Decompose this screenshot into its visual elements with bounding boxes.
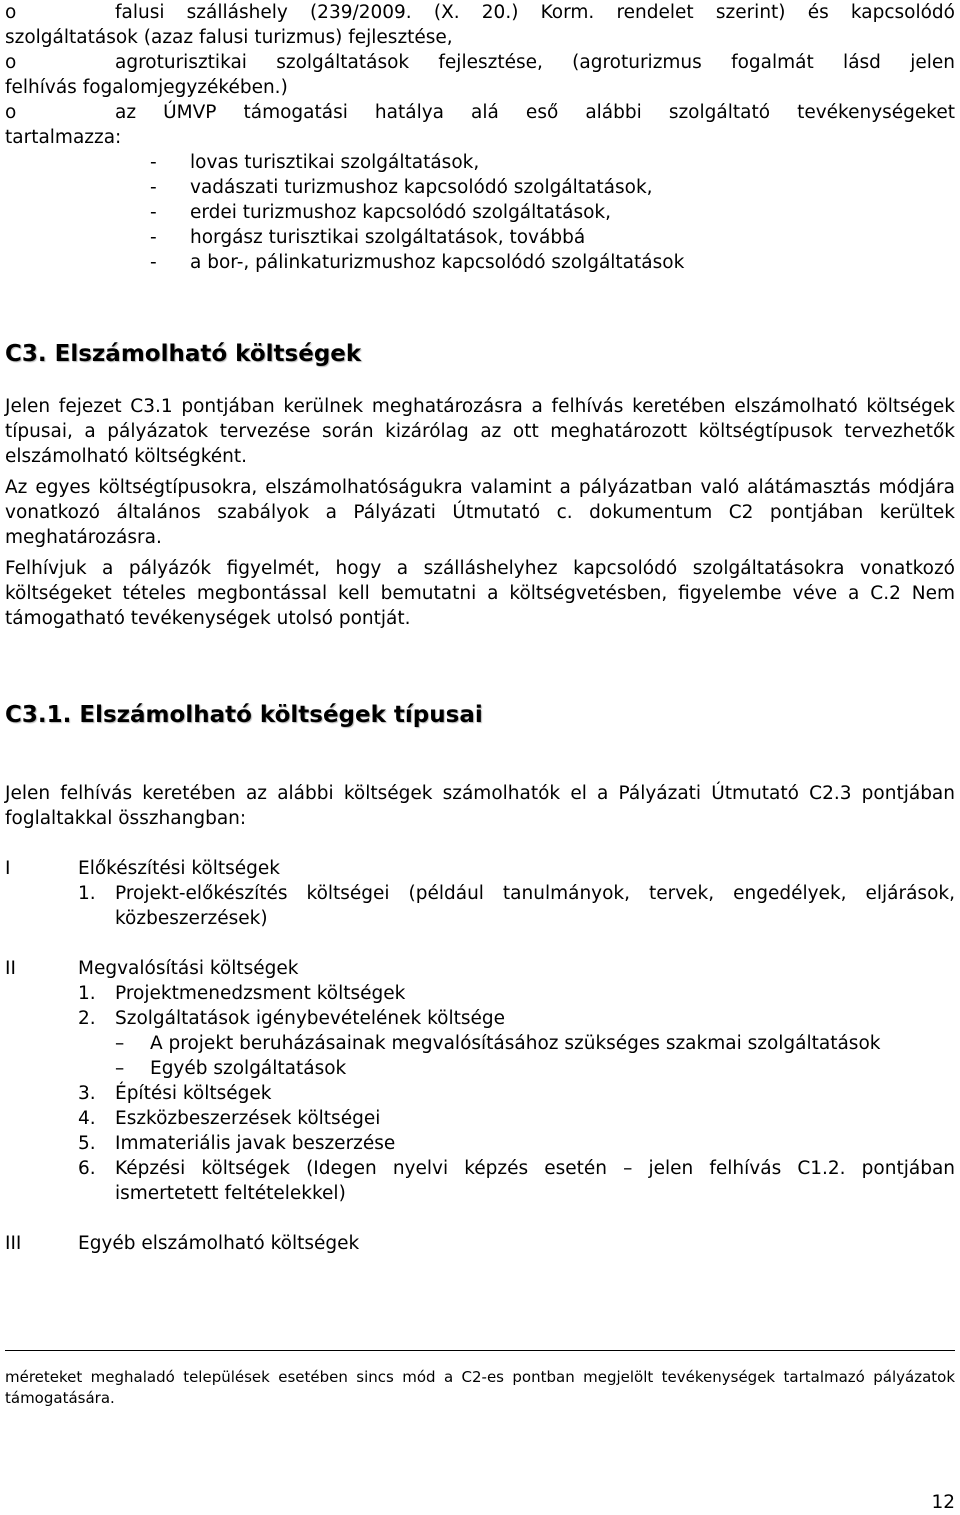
item-text: Projektmenedzsment költségek [115, 983, 406, 1004]
item-number: 5. [78, 1133, 96, 1154]
list-item [5, 50, 955, 100]
section-body [5, 394, 955, 637]
item-text: Építési költségek [115, 1083, 272, 1104]
page-number: 12 [931, 1492, 955, 1513]
list-item [5, 175, 955, 200]
list-item-text: a bor-, pálinkaturizmushoz kapcsolódó szolgáltatások [190, 252, 685, 273]
outline-item [5, 1081, 955, 1106]
outline-group-heading [5, 956, 955, 981]
group-title: Megvalósítási költségek [78, 958, 299, 979]
list-item-continuation: felhívás fogalomjegyzékében.) [5, 77, 288, 98]
item-number: 6. [78, 1158, 96, 1179]
item-number: 1. [78, 983, 96, 1004]
subsection-heading: C3.1. Elszámolható költségek típusai [5, 702, 483, 728]
roman-numeral: II [5, 958, 16, 979]
item-number: 4. [78, 1108, 96, 1129]
outline-item [5, 1006, 955, 1031]
list-item-text: falusi szálláshely (239/2009. (X. 20.) Korm. rendelet szerint) és kapcsolódó [115, 2, 955, 23]
outline-group-heading [5, 856, 955, 881]
list-item [5, 225, 955, 250]
bullet-marker: o [5, 2, 17, 23]
outline-subitem [5, 1031, 955, 1056]
cost-type-outline [5, 856, 955, 1256]
list-item-text: erdei turizmushoz kapcsolódó szolgáltatások, [190, 202, 612, 223]
paragraph: Jelen fejezet C3.1 pontjában kerülnek meghatározásra a felhívás keretében elszámolható költségek típusai, a pályázatok tervezése során kizárólag az ott meghatározott költségtípusok tervezhetők elszámolható költségként. [5, 396, 955, 467]
item-text: Projekt-előkészítés költségei (például tanulmányok, tervek, engedélyek, eljárások, közbeszerzések) [115, 883, 955, 929]
roman-numeral: I [5, 858, 11, 879]
list-item-continuation: szolgáltatások (azaz falusi turizmus) fejlesztése, [5, 27, 453, 48]
subsection-intro: Jelen felhívás keretében az alábbi költségek számolhatók el a Pályázati Útmutató C2.3 pontjában foglaltakkal összhangban: [5, 783, 955, 829]
footnote-separator [5, 1350, 955, 1351]
outline-group-heading [5, 1231, 955, 1256]
subitem-text: Egyéb szolgáltatások [150, 1058, 347, 1079]
list-item-text: horgász turisztikai szolgáltatások, továbbá [190, 227, 586, 248]
item-text: Képzési költségek (Idegen nyelvi képzés esetén – jelen felhívás C1.2. pontjában ismertetett feltételekkel) [115, 1158, 955, 1204]
list-item [5, 100, 955, 275]
list-item [5, 0, 955, 50]
paragraph: Felhívjuk a pályázók figyelmét, hogy a szálláshelyhez kapcsolódó szolgáltatásokra vonatkozó költségeket tételes megbontással kell bemutatni a költségvetésben, figyelembe véve a C.2 Nem támogatható tevékenységek utolsó pontját. [5, 558, 955, 629]
dash-marker: – [115, 1058, 125, 1079]
bullet-marker: o [5, 102, 17, 123]
list-item-text: az ÚMVP támogatási hatálya alá eső alábbi szolgáltató tevékenységeket [115, 102, 955, 123]
outline-item [5, 881, 955, 931]
dash-marker: - [150, 152, 157, 173]
item-number: 1. [78, 883, 96, 904]
roman-numeral: III [5, 1233, 22, 1254]
intro-bullet-list [5, 0, 955, 275]
bullet-marker: o [5, 52, 17, 73]
list-item-text: lovas turisztikai szolgáltatások, [190, 152, 480, 173]
group-title: Egyéb elszámolható költségek [78, 1233, 360, 1254]
outline-item [5, 1156, 955, 1206]
list-item [5, 250, 955, 275]
item-number: 3. [78, 1083, 96, 1104]
item-number: 2. [78, 1008, 96, 1029]
item-text: Immateriális javak beszerzése [115, 1133, 396, 1154]
outline-item [5, 1131, 955, 1156]
dash-marker: – [115, 1033, 125, 1054]
dash-marker: - [150, 177, 157, 198]
list-item-text: agroturisztikai szolgáltatások fejlesztése, (agroturizmus fogalmát lásd jelen [115, 52, 955, 73]
group-title: Előkészítési költségek [78, 858, 280, 879]
item-text: Eszközbeszerzések költségei [115, 1108, 381, 1129]
outline-subitem [5, 1056, 955, 1081]
paragraph: Az egyes költségtípusokra, elszámolhatóságukra valamint a pályázatban való alátámasztás módjára vonatkozó általános szabályok a Pályázati Útmutató c. dokumentum C2 pontjában kerültek meghatározásra. [5, 477, 955, 548]
footnote: méreteket meghaladó települések esetében sincs mód a C2-es pontban megjelölt tevékenységek tartalmazó pályázatok támogatására. [5, 1368, 955, 1407]
section-heading: C3. Elszámolható költségek [5, 341, 362, 367]
dash-marker: - [150, 227, 157, 248]
dash-marker: - [150, 202, 157, 223]
outline-item [5, 981, 955, 1006]
list-item [5, 150, 955, 175]
list-item [5, 200, 955, 225]
subitem-text: A projekt beruházásainak megvalósításához szükséges szakmai szolgáltatások [150, 1033, 881, 1054]
list-item-continuation: tartalmazza: [5, 127, 122, 148]
outline-item [5, 1106, 955, 1131]
list-item-text: vadászati turizmushoz kapcsolódó szolgáltatások, [190, 177, 653, 198]
dash-marker: - [150, 252, 157, 273]
item-text: Szolgáltatások igénybevételének költsége [115, 1008, 506, 1029]
